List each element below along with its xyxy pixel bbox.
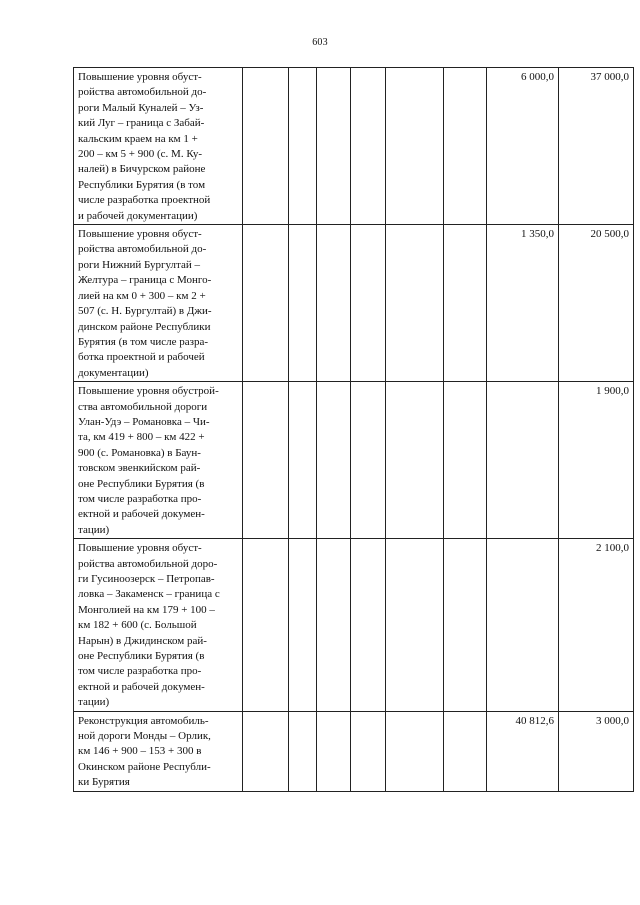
empty-cell: [317, 68, 351, 225]
empty-cell: [386, 225, 444, 382]
empty-cell: [444, 711, 487, 791]
row-description: Повышение уровня обуст- ройства автомобильной доро- ги Гусиноозерск – Петропав- ловка – Закаменск – граница с Монголией на км 179 + 100 – км 182 + 600 (с. Большой Нарын) в Джидинском рай- оне Республики Бурятия (в том числе разработка про- ектной и рабочей докумен- тации): [74, 539, 243, 711]
empty-cell: [289, 68, 317, 225]
empty-cell: [317, 711, 351, 791]
empty-cell: [243, 225, 289, 382]
empty-cell: [351, 711, 386, 791]
empty-cell: [289, 382, 317, 539]
empty-cell: [243, 711, 289, 791]
empty-cell: [386, 711, 444, 791]
empty-cell: [351, 225, 386, 382]
empty-cell: [289, 539, 317, 711]
empty-cell: [317, 539, 351, 711]
row-value-col7: 6 000,0: [487, 68, 559, 225]
table-row: [74, 539, 634, 711]
row-value-col7: [487, 382, 559, 539]
empty-cell: [444, 68, 487, 225]
budget-table: [73, 67, 634, 792]
row-value-col8: 2 100,0: [559, 539, 634, 711]
empty-cell: [444, 539, 487, 711]
row-value-col8: 3 000,0: [559, 711, 634, 791]
table-row: [74, 382, 634, 539]
empty-cell: [289, 711, 317, 791]
row-value-col8: 1 900,0: [559, 382, 634, 539]
empty-cell: [386, 68, 444, 225]
empty-cell: [386, 382, 444, 539]
empty-cell: [243, 68, 289, 225]
empty-cell: [289, 225, 317, 382]
page-number: 603: [312, 37, 328, 48]
table-row: [74, 225, 634, 382]
empty-cell: [317, 382, 351, 539]
empty-cell: [243, 382, 289, 539]
empty-cell: [386, 539, 444, 711]
table-row: [74, 711, 634, 791]
table-row: [74, 68, 634, 225]
row-value-col7: 1 350,0: [487, 225, 559, 382]
row-description: Повышение уровня обуст- ройства автомобильной до- роги Нижний Бургултай – Желтура – граница с Монго- лией на км 0 + 300 – км 2 + 507 (с. Н. Бургултай) в Джи- динском районе Республики Бурятия (в том числе разра- ботка проектной и рабочей документации): [74, 225, 243, 382]
row-value-col8: 20 500,0: [559, 225, 634, 382]
row-value-col7: 40 812,6: [487, 711, 559, 791]
empty-cell: [351, 539, 386, 711]
row-description: Повышение уровня обуст- ройства автомобильной до- роги Малый Куналей – Уз- кий Луг – граница с Забай- кальским краем на км 1 + 200 – км 5 + 900 (с. М. Ку- налей) в Бичурском районе Республики Бурятия (в том числе разработка проектной и рабочей документации): [74, 68, 243, 225]
empty-cell: [351, 68, 386, 225]
empty-cell: [444, 382, 487, 539]
row-description: Повышение уровня обустрой- ства автомобильной дороги Улан-Удэ – Романовка – Чи- та, км 419 + 800 – км 422 + 900 (с. Романовка) в Баун- товском эвенкийском рай- оне Республики Бурятия (в том числе разработка про- ектной и рабочей докумен- тации): [74, 382, 243, 539]
row-value-col7: [487, 539, 559, 711]
empty-cell: [243, 539, 289, 711]
empty-cell: [317, 225, 351, 382]
row-description: Реконструкция автомобиль- ной дороги Монды – Орлик, км 146 + 900 – 153 + 300 в Окинском районе Республи- ки Бурятия: [74, 711, 243, 791]
empty-cell: [444, 225, 487, 382]
empty-cell: [351, 382, 386, 539]
row-value-col8: 37 000,0: [559, 68, 634, 225]
